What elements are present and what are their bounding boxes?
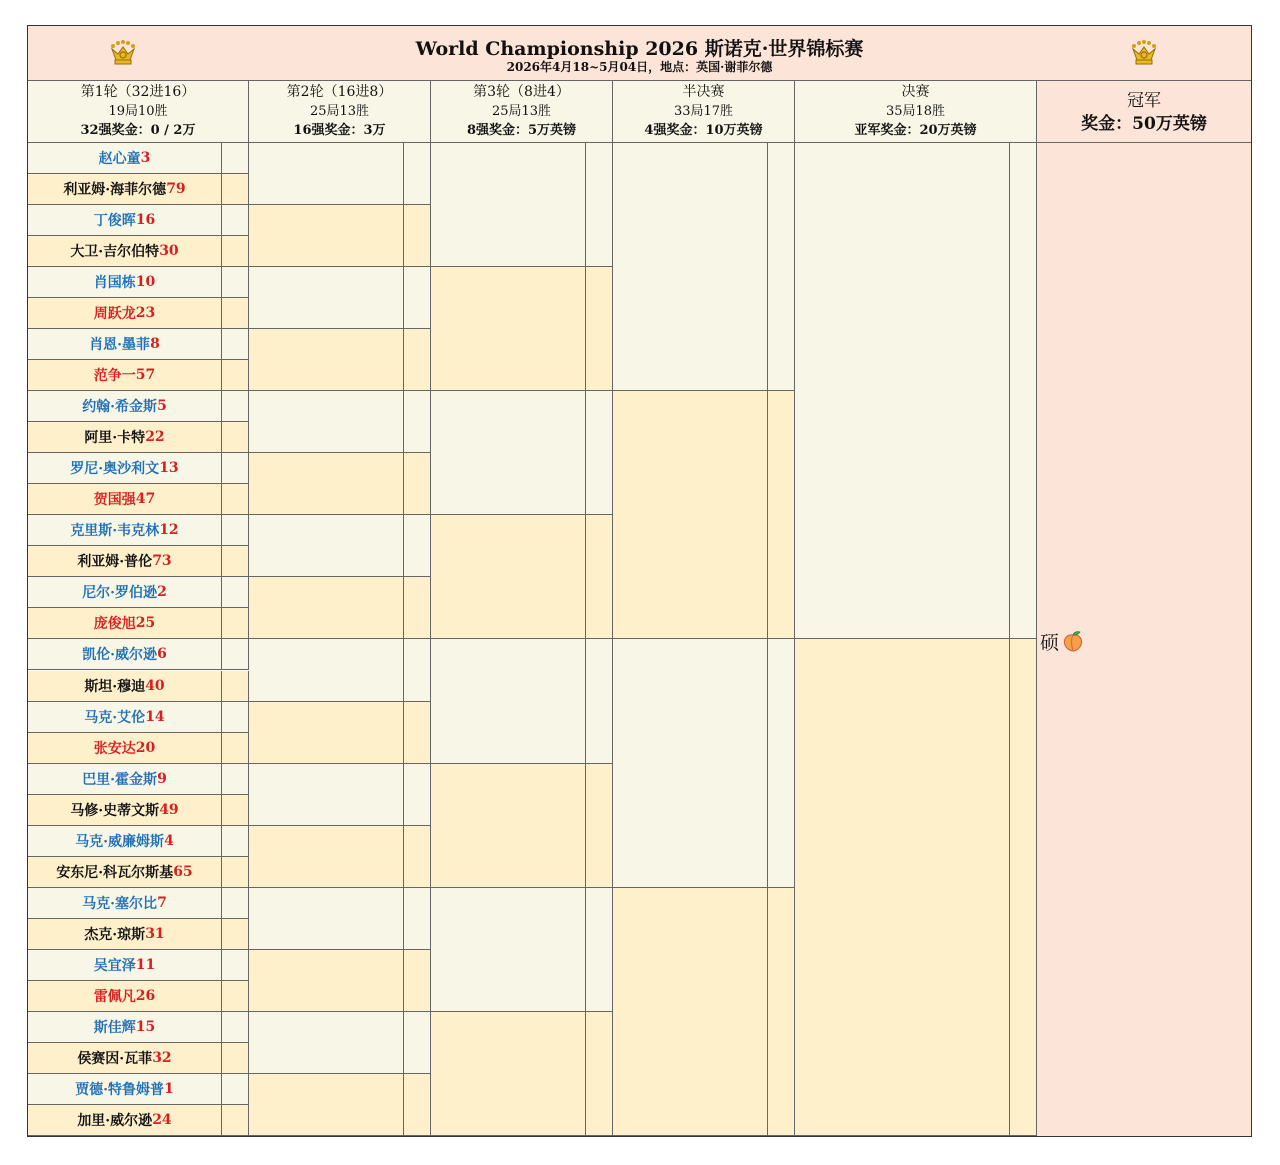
player-cell	[28, 888, 222, 919]
score-cell	[404, 1012, 431, 1074]
player-cell	[28, 981, 222, 1012]
player-seed: 1	[164, 1080, 174, 1097]
player-cell	[28, 671, 222, 702]
round-name: 第3轮（8进4）	[473, 84, 570, 100]
round-name: 决赛	[901, 84, 930, 100]
player-name: 肖恩·墨菲	[89, 337, 151, 354]
player-cell	[28, 453, 222, 484]
player-cell	[28, 919, 222, 950]
score-cell	[222, 608, 249, 639]
player-name: 安东尼·科瓦尔斯基	[56, 864, 174, 881]
player-name: 吴宜泽	[93, 957, 136, 974]
score-cell	[768, 143, 795, 391]
score-cell	[404, 950, 431, 1012]
score-cell	[404, 1074, 431, 1136]
champion-cell	[1037, 143, 1251, 1136]
round-header-1	[28, 81, 249, 143]
player-cell	[28, 950, 222, 981]
slot-cell	[249, 764, 404, 826]
player-cell	[28, 639, 222, 670]
slot-cell	[249, 950, 404, 1012]
score-cell	[404, 143, 431, 205]
round-format: 19局10胜	[108, 104, 168, 119]
player-name: 周跃龙	[93, 306, 136, 323]
score-cell	[222, 919, 249, 950]
slot-cell	[249, 702, 404, 764]
score-cell	[222, 329, 249, 360]
player-seed: 30	[159, 243, 179, 260]
player-name: 马克·威廉姆斯	[75, 833, 165, 850]
player-seed: 8	[150, 336, 160, 353]
score-cell	[222, 391, 249, 422]
player-seed: 16	[135, 212, 156, 229]
score-cell	[404, 764, 431, 826]
bracket-table	[27, 25, 1252, 1137]
player-cell	[28, 795, 222, 826]
player-cell	[28, 205, 222, 236]
player-cell	[28, 267, 222, 298]
round-format: 35局18胜	[885, 104, 946, 119]
player-name: 克里斯·韦克林	[70, 523, 160, 540]
score-cell	[222, 422, 249, 453]
player-seed: 31	[145, 925, 165, 942]
crown-icon	[1131, 40, 1157, 66]
player-name: 马修·史蒂文斯	[70, 802, 160, 819]
score-cell	[222, 639, 249, 670]
score-cell	[586, 515, 613, 639]
round-prize: 32强奖金：0 / 2万	[80, 123, 196, 138]
score-cell	[404, 453, 431, 515]
slot-cell	[795, 639, 1010, 1135]
player-name: 雷佩凡	[93, 988, 136, 1005]
slot-cell	[431, 391, 586, 515]
player-seed: 25	[135, 615, 156, 632]
score-cell	[222, 733, 249, 764]
peach-icon	[1061, 629, 1085, 653]
player-name: 阿里·卡特	[84, 430, 146, 447]
player-name: 赵心童	[98, 151, 141, 167]
score-cell	[1010, 639, 1037, 1135]
player-cell	[28, 298, 222, 329]
player-cell	[28, 236, 222, 267]
score-cell	[768, 639, 795, 887]
round-prize: 4强奖金：10万英镑	[644, 123, 763, 138]
player-name: 庞俊旭	[93, 616, 136, 633]
score-cell	[222, 1105, 249, 1136]
slot-cell	[249, 267, 404, 329]
player-name: 张安达	[93, 740, 136, 757]
score-cell	[222, 546, 249, 577]
score-cell	[222, 1012, 249, 1043]
score-cell	[222, 515, 249, 546]
player-name: 凯伦·威尔逊	[82, 647, 158, 664]
champion-label: 冠军	[1127, 91, 1161, 111]
player-cell	[28, 546, 222, 577]
round-header-2	[249, 81, 431, 143]
score-cell	[222, 205, 249, 236]
round-header-final	[795, 81, 1037, 143]
player-seed: 15	[135, 1018, 156, 1035]
player-cell	[28, 360, 222, 391]
slot-cell	[249, 1074, 404, 1136]
player-name: 贺国强	[93, 492, 136, 509]
slot-cell	[795, 143, 1010, 639]
player-name: 斯佳辉	[93, 1019, 136, 1036]
score-cell	[586, 391, 613, 515]
score-cell	[222, 298, 249, 329]
player-cell	[28, 608, 222, 639]
slot-cell	[249, 826, 404, 888]
player-seed: 79	[166, 181, 186, 198]
score-cell	[768, 391, 795, 639]
score-cell	[404, 639, 431, 701]
score-cell	[222, 577, 249, 608]
player-cell	[28, 702, 222, 733]
player-cell	[28, 1043, 222, 1074]
slot-cell	[249, 205, 404, 267]
player-cell	[28, 857, 222, 888]
player-seed: 2	[157, 584, 167, 601]
player-cell	[28, 733, 222, 764]
player-name: 罗尼·奥沙利文	[70, 461, 160, 478]
score-cell	[404, 577, 431, 639]
player-name: 贾德·特鲁姆普	[75, 1081, 165, 1098]
player-name: 丁俊晖	[93, 213, 136, 230]
score-cell	[222, 702, 249, 733]
score-cell	[586, 267, 613, 391]
score-cell	[404, 329, 431, 391]
slot-cell	[613, 888, 768, 1136]
champion-entry	[1040, 627, 1085, 655]
score-cell	[404, 515, 431, 577]
player-cell	[28, 1105, 222, 1136]
slot-cell	[431, 143, 586, 267]
score-cell	[404, 702, 431, 764]
player-name: 马克·塞尔比	[82, 895, 158, 912]
player-cell	[28, 764, 222, 795]
player-name: 大卫·吉尔伯特	[70, 244, 160, 261]
player-seed: 49	[159, 801, 179, 818]
score-cell	[222, 671, 249, 702]
slot-cell	[431, 1012, 586, 1136]
score-cell	[768, 888, 795, 1136]
score-cell	[222, 360, 249, 391]
round-name: 第2轮（16进8）	[286, 84, 393, 100]
score-cell	[222, 484, 249, 515]
player-seed: 9	[157, 770, 167, 787]
round-prize: 8强奖金：5万英镑	[466, 123, 577, 138]
score-cell	[404, 267, 431, 329]
player-seed: 7	[157, 894, 167, 911]
player-seed: 11	[135, 956, 156, 973]
player-cell	[28, 826, 222, 857]
player-name: 斯坦·穆迪	[84, 678, 146, 695]
score-cell	[586, 1012, 613, 1136]
slot-cell	[249, 329, 404, 391]
player-seed: 14	[145, 708, 165, 725]
player-seed: 26	[135, 987, 156, 1004]
event-subtitle: 2026年4月18~5月04日，地点：英国·谢菲尔德	[506, 60, 773, 74]
title-banner	[28, 26, 1251, 81]
slot-cell	[249, 391, 404, 453]
score-cell	[222, 267, 249, 298]
slot-cell	[431, 267, 586, 391]
score-cell	[222, 236, 249, 267]
player-seed: 13	[159, 460, 179, 477]
player-cell	[28, 391, 222, 422]
score-cell	[222, 453, 249, 484]
player-seed: 24	[152, 1111, 172, 1128]
slot-cell	[249, 143, 404, 205]
score-cell	[222, 981, 249, 1012]
player-seed: 10	[135, 274, 156, 291]
player-seed: 40	[145, 677, 165, 694]
score-cell	[222, 950, 249, 981]
slot-cell	[249, 453, 404, 515]
round-header-3	[431, 81, 613, 143]
player-seed: 20	[135, 739, 156, 756]
slot-cell	[431, 764, 586, 888]
slot-cell	[431, 639, 586, 763]
player-seed: 4	[164, 832, 174, 849]
player-cell	[28, 422, 222, 453]
player-name: 马克·艾伦	[84, 709, 146, 726]
player-seed: 57	[135, 367, 156, 384]
score-cell	[586, 143, 613, 267]
player-seed: 23	[135, 305, 156, 322]
score-cell	[222, 174, 249, 205]
score-cell	[222, 826, 249, 857]
player-name: 肖国栋	[93, 275, 136, 292]
slot-cell	[249, 1012, 404, 1074]
round-prize: 16强奖金：3万	[293, 123, 386, 138]
player-seed: 65	[173, 863, 193, 880]
score-cell	[1010, 143, 1037, 639]
player-cell	[28, 174, 222, 205]
player-seed: 22	[145, 429, 165, 446]
player-name: 利亚姆·普伦	[77, 554, 153, 571]
champion-name: 硕	[1040, 631, 1060, 654]
player-seed: 12	[159, 522, 179, 539]
player-name: 约翰·希金斯	[82, 399, 158, 416]
slot-cell	[249, 515, 404, 577]
slot-cell	[431, 515, 586, 639]
player-cell	[28, 1012, 222, 1043]
slot-cell	[613, 391, 768, 639]
round-format: 33局17胜	[673, 104, 734, 119]
round-format: 25局13胜	[491, 104, 552, 119]
player-cell	[28, 515, 222, 546]
player-cell	[28, 143, 222, 174]
score-cell	[586, 764, 613, 888]
player-seed: 5	[157, 398, 167, 415]
round-name: 半决赛	[682, 84, 725, 100]
score-cell	[404, 391, 431, 453]
score-cell	[586, 888, 613, 1012]
player-seed: 73	[152, 553, 172, 570]
slot-cell	[613, 143, 768, 391]
player-name: 加里·威尔逊	[77, 1112, 153, 1129]
player-seed: 3	[140, 150, 151, 166]
score-cell	[586, 639, 613, 763]
round-header-semifinal	[613, 81, 795, 143]
slot-cell	[613, 639, 768, 887]
player-cell	[28, 484, 222, 515]
player-seed: 32	[152, 1049, 172, 1066]
slot-cell	[249, 639, 404, 701]
player-name: 侯赛因·瓦菲	[77, 1050, 153, 1067]
player-name: 杰克·琼斯	[84, 926, 146, 943]
score-cell	[222, 888, 249, 919]
score-cell	[404, 888, 431, 950]
score-cell	[222, 1074, 249, 1105]
score-cell	[404, 826, 431, 888]
player-cell	[28, 329, 222, 360]
score-cell	[222, 795, 249, 826]
score-cell	[222, 143, 249, 174]
player-name: 巴里·霍金斯	[82, 771, 158, 788]
player-name: 范争一	[93, 368, 136, 385]
player-cell	[28, 577, 222, 608]
page-title: World Championship 2026 斯诺克·世界锦标赛	[415, 38, 864, 60]
score-cell	[222, 1043, 249, 1074]
score-cell	[404, 205, 431, 267]
slot-cell	[249, 888, 404, 950]
round-name: 第1轮（32进16）	[80, 84, 196, 100]
slot-cell	[249, 577, 404, 639]
player-name: 尼尔·罗伯逊	[82, 585, 158, 602]
player-seed: 47	[135, 491, 156, 508]
champion-header	[1037, 81, 1251, 143]
player-seed: 6	[157, 646, 167, 663]
player-name: 利亚姆·海菲尔德	[63, 182, 167, 199]
round-format: 25局13胜	[309, 104, 370, 119]
champion-prize: 奖金：50万英镑	[1081, 114, 1207, 134]
player-cell	[28, 1074, 222, 1105]
score-cell	[222, 764, 249, 795]
slot-cell	[431, 888, 586, 1012]
score-cell	[222, 857, 249, 888]
round-prize: 亚军奖金：20万英镑	[854, 123, 977, 138]
